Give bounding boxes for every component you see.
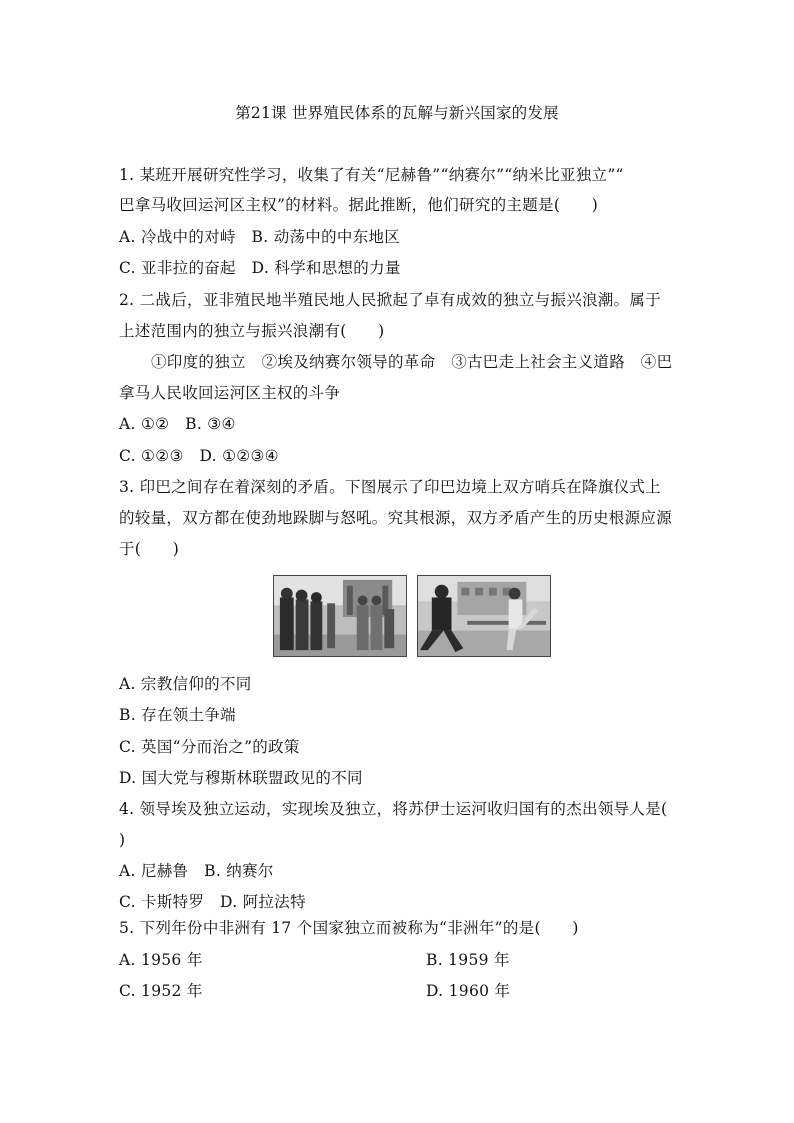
- q1-options-line1: A. 冷战中的对峙 B. 动荡中的中东地区: [119, 228, 401, 246]
- q1-stem-line2: 巴拿马收回运河区主权”的材料。据此推断，他们研究的主题是( ): [119, 196, 599, 214]
- q3-stem-line2: 的较量，双方都在使劲地跺脚与怒吼。究其根源，双方矛盾产生的历史根源应源: [119, 509, 673, 527]
- q3-option-d: D. 国大党与穆斯林联盟政见的不同: [119, 769, 363, 787]
- photo-flag-ceremony-right: [417, 575, 551, 657]
- q4-stem-line2: ): [119, 831, 126, 849]
- q1-stem-line1: 1. 某班开展研究性学习，收集了有关“尼赫鲁”“纳赛尔”“纳米比亚独立”“: [119, 166, 624, 184]
- q2-items-line1: ①印度的独立 ②埃及纳赛尔领导的革命 ③古巴走上社会主义道路 ④巴: [151, 353, 673, 371]
- photo-flag-ceremony-left: [273, 575, 407, 657]
- q1-options-line2: C. 亚非拉的奋起 D. 科学和思想的力量: [119, 259, 401, 277]
- q3-stem-line3: 于( ): [119, 540, 180, 558]
- q5-option-c: C. 1952 年: [119, 982, 203, 1000]
- q5-option-a: A. 1956 年: [119, 951, 203, 969]
- q2-items-line2: 拿马人民收回运河区主权的斗争: [119, 384, 341, 402]
- q2-options-line1: A. ①② B. ③④: [119, 415, 236, 433]
- q3-option-c: C. 英国“分而治之”的政策: [119, 738, 300, 756]
- q2-stem-line1: 2. 二战后，亚非殖民地半殖民地人民掀起了卓有成效的独立与振兴浪潮。属于: [119, 291, 662, 309]
- q4-options-line1: A. 尼赫鲁 B. 纳赛尔: [119, 862, 274, 880]
- q3-option-a: A. 宗教信仰的不同: [119, 675, 252, 693]
- q4-options-line2: C. 卡斯特罗 D. 阿拉法特: [119, 893, 306, 911]
- q3-option-b: B. 存在领土争端: [119, 706, 236, 724]
- q2-stem-line2: 上述范围内的独立与振兴浪潮有( ): [119, 322, 385, 340]
- page-title: 第21课 世界殖民体系的瓦解与新兴国家的发展: [235, 104, 559, 122]
- q2-options-line2: C. ①②③ D. ①②③④: [119, 447, 279, 465]
- q5-option-d: D. 1960 年: [426, 982, 511, 1000]
- q4-stem-line1: 4. 领导埃及独立运动，实现埃及独立，将苏伊士运河收归国有的杰出领导人是(: [119, 800, 668, 818]
- q5-stem: 5. 下列年份中非洲有 17 个国家独立而被称为“非洲年”的是( ): [119, 919, 579, 937]
- q5-option-b: B. 1959 年: [426, 951, 510, 969]
- q3-stem-line1: 3. 印巴之间存在着深刻的矛盾。下图展示了印巴边境上双方哨兵在降旗仪式上: [119, 478, 662, 496]
